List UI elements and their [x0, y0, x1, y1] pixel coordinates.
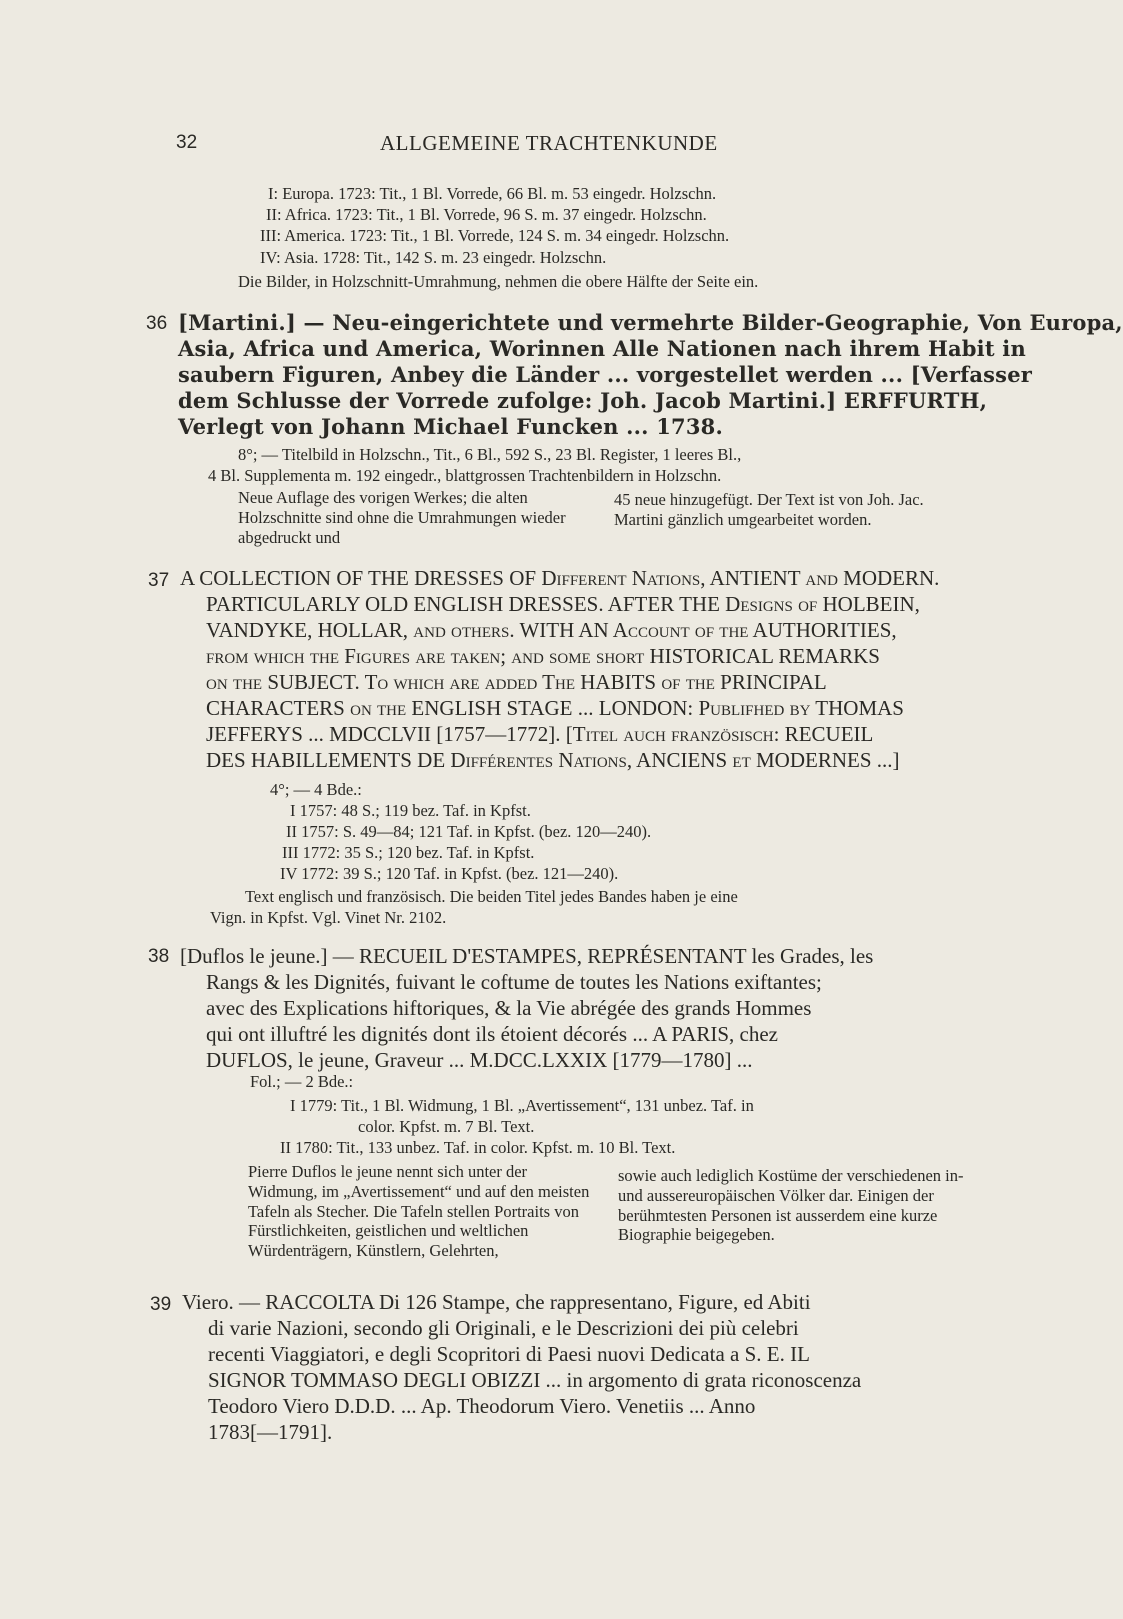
entry-title-line: qui ont illuftré les dignités dont ils étoient décorés ... A PARIS, chez: [206, 1022, 778, 1046]
volume-line: II: Africa. 1723: Tit., 1 Bl. Vorrede, 96 S. m. 37 eingedr. Holzschn.: [266, 205, 707, 224]
entry-title-line: avec des Explications hiftoriques, & la Vie abrégée des grands Hommes: [206, 996, 812, 1020]
note-line: Die Bilder, in Holzschnitt-Umrahmung, nehmen die obere Hälfte der Seite ein.: [238, 272, 759, 291]
running-title: ALLGEMEINE TRACHTENKUNDE: [380, 131, 718, 155]
entry-title-line: 1783[—1791].: [208, 1420, 333, 1444]
entry-number: 37: [148, 570, 170, 591]
note-column-left: Pierre Duflos le jeune nennt sich unter der Widmung, im „Avertissement“ und auf den meisten Tafeln als Stecher. Die Tafeln stellen Portraits von Fürstlichkeiten, geistlichen und weltlichen Würdenträgern, Künstlern, Gelehrten,: [248, 1162, 590, 1261]
entry-number: 39: [150, 1294, 172, 1315]
entry-title-line: DUFLOS, le jeune, Graveur ... M.DCC.LXXIX [1779—1780] ...: [206, 1048, 753, 1072]
collation-line: I 1779: Tit., 1 Bl. Widmung, 1 Bl. „Avertissement“, 131 unbez. Taf. in: [290, 1096, 754, 1115]
entry-title-line: from which the Figures are taken; and some short HISTORICAL REMARKS: [206, 644, 880, 668]
entry-title-line: SIGNOR TOMMASO DEGLI OBIZZI ... in argomento di grata riconoscenza: [208, 1368, 862, 1392]
entry-number: 36: [146, 313, 168, 334]
entry-title-line: di varie Nazioni, secondo gli Originali, e le Descrizioni dei più celebri: [208, 1316, 799, 1340]
entry-title-line: on the SUBJECT. To which are added The HABITS of the PRINCIPAL: [206, 670, 827, 694]
entry-title-line: Viero. — RACCOLTA Di 126 Stampe, che rappresentano, Figure, ed Abiti: [182, 1290, 811, 1314]
collation-line: I 1757: 48 S.; 119 bez. Taf. in Kpfst.: [290, 801, 531, 820]
collation-line: II 1780: Tit., 133 unbez. Taf. in color. Kpfst. m. 10 Bl. Text.: [280, 1138, 676, 1157]
collation-line: color. Kpfst. m. 7 Bl. Text.: [358, 1117, 535, 1136]
collation-line: II 1757: S. 49—84; 121 Taf. in Kpfst. (bez. 120—240).: [286, 822, 652, 841]
entry-title-line: Asia, Africa und America, Worinnen Alle Nationen nach ihrem Habit in: [178, 336, 1026, 361]
page-number: 32: [176, 132, 198, 153]
note-column-right: 45 neue hinzugefügt. Der Text ist von Joh. Jac. Martini gänzlich umgearbeitet worden.: [614, 490, 924, 529]
entry-title-line: Teodoro Viero D.D.D. ... Ap. Theodorum Viero. Venetiis ... Anno: [208, 1394, 756, 1418]
collation-line: 4°; — 4 Bde.:: [270, 780, 362, 799]
entry-title-line: dem Schlusse der Vorrede zufolge: Joh. Jacob Martini.] ERFFURTH,: [178, 388, 988, 413]
collation-line: IV 1772: 39 S.; 120 Taf. in Kpfst. (bez. 121—240).: [280, 864, 619, 883]
note-line: Text englisch und französisch. Die beiden Titel jedes Bandes haben je eine: [245, 887, 738, 906]
entry-title-line: VANDYKE, HOLLAR, and others. WITH AN Account of the AUTHORITIES,: [206, 618, 897, 642]
volume-line: I: Europa. 1723: Tit., 1 Bl. Vorrede, 66 Bl. m. 53 eingedr. Holzschn.: [268, 184, 717, 203]
entry-title-line: saubern Figuren, Anbey die Länder ... vorgestellet werden ... [Verfasser: [178, 362, 1033, 387]
entry-title-line: PARTICULARLY OLD ENGLISH DRESSES. AFTER THE Designs of HOLBEIN,: [206, 592, 920, 616]
note-line: Vign. in Kpfst. Vgl. Vinet Nr. 2102.: [210, 908, 447, 927]
entry-title-line: CHARACTERS on the ENGLISH STAGE ... LONDON: Publifhed by THOMAS: [206, 696, 904, 720]
entry-number: 38: [148, 946, 170, 967]
entry-title-line: DES HABILLEMENTS DE Différentes Nations, ANCIENS et MODERNES ...]: [206, 748, 900, 772]
volume-line: IV: Asia. 1728: Tit., 142 S. m. 23 eingedr. Holzschn.: [260, 248, 607, 267]
entry-title-line: Rangs & les Dignités, fuivant le coftume de toutes les Nations exiftantes;: [206, 970, 822, 994]
entry-title-line: [Duflos le jeune.] — RECUEIL D'ESTAMPES, REPRÉSENTANT les Grades, les: [180, 944, 874, 968]
entry-title-line: recenti Viaggiatori, e degli Scopritori di Paesi nuovi Dedicata a S. E. IL: [208, 1342, 810, 1366]
note-column-right: sowie auch lediglich Kostüme der verschiedenen in- und aussereuropäischen Völker dar. Einigen der berühmtesten Personen ist ausserdem eine kurze Biographie beigegeben.: [618, 1166, 964, 1245]
collation-line: III 1772: 35 S.; 120 bez. Taf. in Kpfst.: [282, 843, 535, 862]
entry-title-line: JEFFERYS ... MDCCLVII [1757—1772]. [Titel auch französisch: RECUEIL: [206, 722, 874, 746]
note-column-left: Neue Auflage des vorigen Werkes; die alten Holzschnitte sind ohne die Umrahmungen wieder abgedruckt und: [238, 488, 566, 547]
collation-line: 4 Bl. Supplementa m. 192 eingedr., blattgrossen Trachtenbildern in Holzschn.: [208, 466, 722, 485]
entry-title-line: [Martini.] — Neu-eingerichtete und vermehrte Bilder-Geographie, Von Europa,: [178, 310, 1123, 335]
collation-line: Fol.; — 2 Bde.:: [250, 1072, 354, 1091]
volume-line: III: America. 1723: Tit., 1 Bl. Vorrede, 124 S. m. 34 eingedr. Holzschn.: [260, 226, 730, 245]
entry-title-line: A COLLECTION OF THE DRESSES OF Different Nations, ANTIENT and MODERN.: [180, 566, 940, 590]
entry-title-line: Verlegt von Johann Michael Funcken ... 1738.: [178, 414, 723, 439]
collation-line: 8°; — Titelbild in Holzschn., Tit., 6 Bl., 592 S., 23 Bl. Register, 1 leeres Bl.,: [238, 445, 742, 464]
